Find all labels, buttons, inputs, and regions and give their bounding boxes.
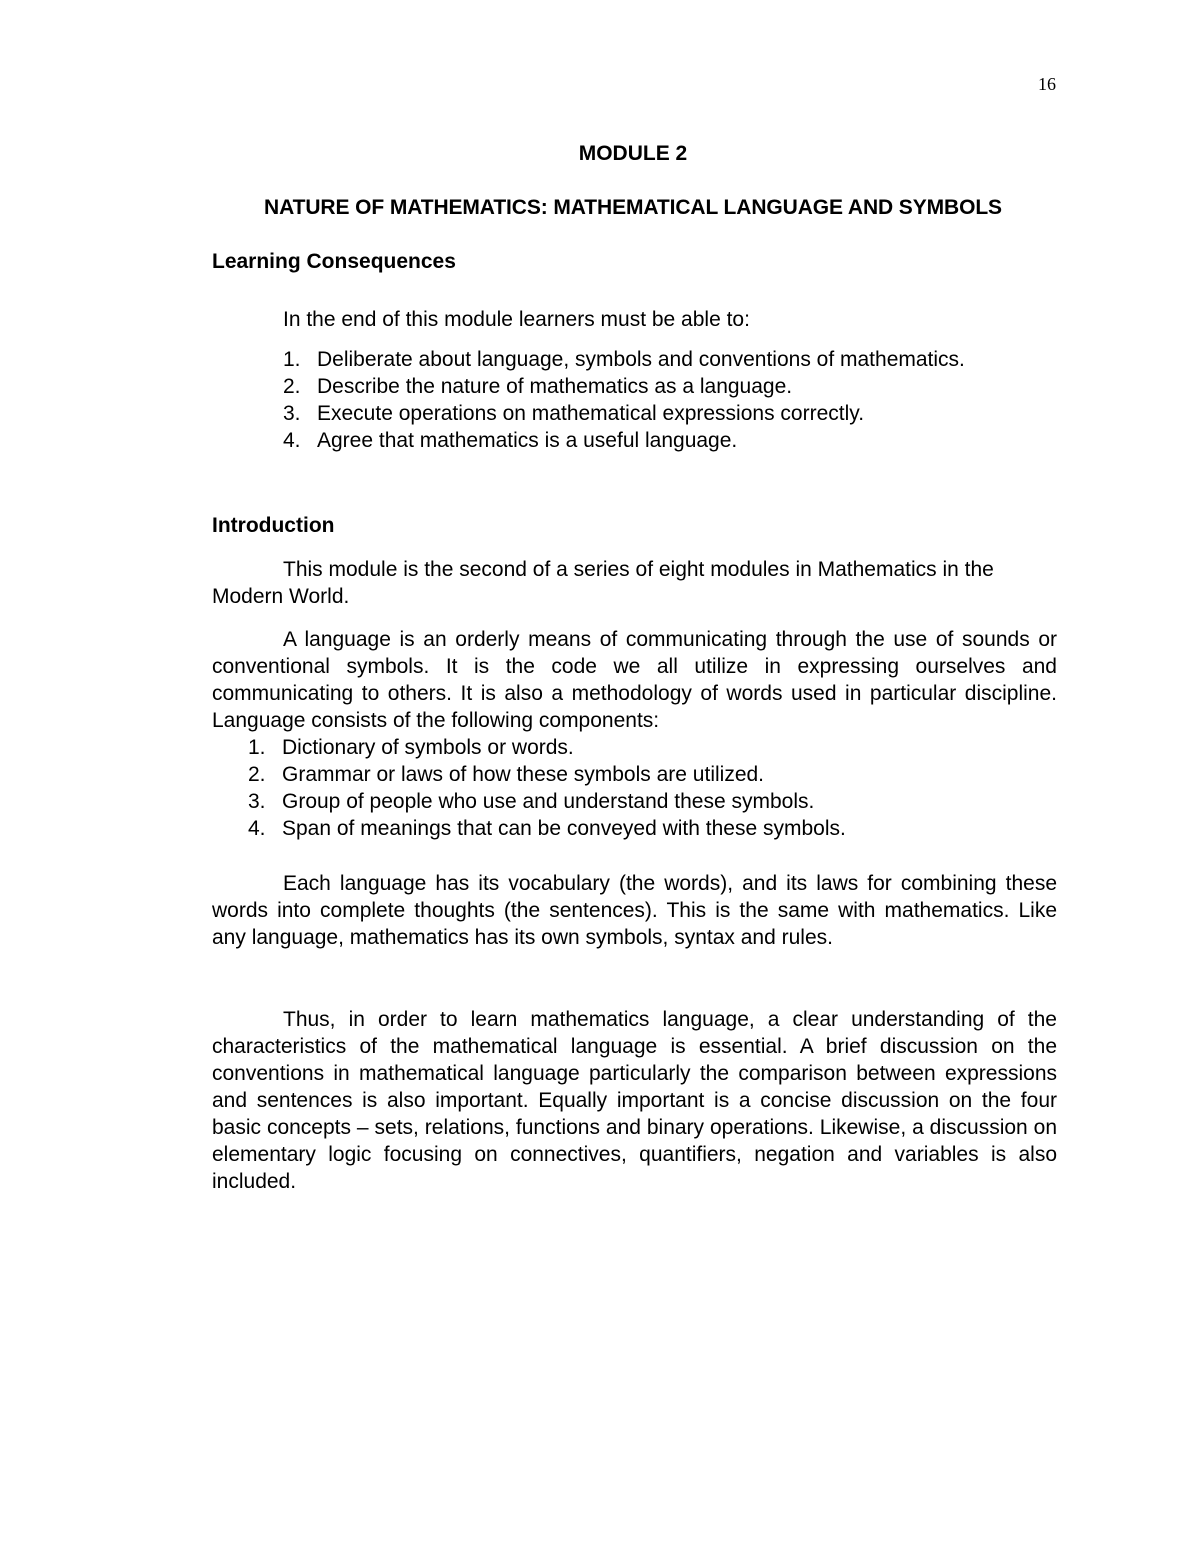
list-item (248, 788, 846, 815)
list-item-text: Deliberate about language, symbols and conventions of mathematics. (317, 348, 965, 371)
introduction-paragraph-4: Thus, in order to learn mathematics language, a clear understanding of the characteristics of the mathematical language is essential. A brief discussion on the conventions in mathematical language particularly the comparison between expressions and sentences is also important. Equally important is a concise discussion on the four basic concepts – sets, relations, functions and binary operations. Likewise, a discussion on elementary logic focusing on connectives, quantifiers, negation and variables is also included. (212, 1008, 1057, 1193)
list-item-number: 1. (283, 348, 301, 371)
list-item-number: 2. (248, 763, 266, 786)
list-item (283, 400, 965, 427)
learning-outcomes-list (283, 346, 965, 454)
list-item-text: Agree that mathematics is a useful language. (317, 429, 738, 452)
list-item (283, 427, 965, 454)
list-item-text: Describe the nature of mathematics as a language. (317, 375, 793, 398)
list-item-number: 3. (283, 402, 301, 425)
list-item-text: Span of meanings that can be conveyed with these symbols. (282, 817, 846, 840)
introduction-paragraph-3: Each language has its vocabulary (the words), and its laws for combining these words into complete thoughts (the sentences). This is the same with mathematics. Like any language, mathematics has its own symbols, syntax and rules. (212, 872, 1057, 949)
learning-intro-text: In the end of this module learners must be able to: (283, 308, 750, 331)
list-item-text: Dictionary of symbols or words. (282, 736, 574, 759)
list-item-number: 1. (248, 736, 266, 759)
list-item-text: Grammar or laws of how these symbols are utilized. (282, 763, 765, 786)
introduction-paragraph-1: This module is the second of a series of eight modules in Mathematics in the Modern World. (212, 558, 994, 608)
list-item (283, 346, 965, 373)
module-subtitle: NATURE OF MATHEMATICS: MATHEMATICAL LANGUAGE AND SYMBOLS (264, 196, 1002, 219)
list-item-text: Group of people who use and understand these symbols. (282, 790, 815, 813)
list-item (248, 734, 846, 761)
introduction-heading: Introduction (212, 514, 335, 537)
introduction-paragraph-2: A language is an orderly means of communicating through the use of sounds or conventional symbols. It is the code we all utilize in expressing ourselves and communicating to others. It is also a methodology of words used in particular discipline. Language consists of the following components: (212, 628, 1057, 732)
list-item-number: 4. (248, 817, 266, 840)
list-item (283, 373, 965, 400)
list-item-number: 3. (248, 790, 266, 813)
list-item (248, 761, 846, 788)
list-item-number: 4. (283, 429, 301, 452)
list-item-text: Execute operations on mathematical expressions correctly. (317, 402, 865, 425)
list-item-number: 2. (283, 375, 301, 398)
page-number: 16 (1038, 74, 1056, 94)
module-title: MODULE 2 (578, 142, 688, 165)
learning-consequences-heading: Learning Consequences (212, 250, 456, 273)
language-components-list (248, 734, 846, 842)
list-item (248, 815, 846, 842)
